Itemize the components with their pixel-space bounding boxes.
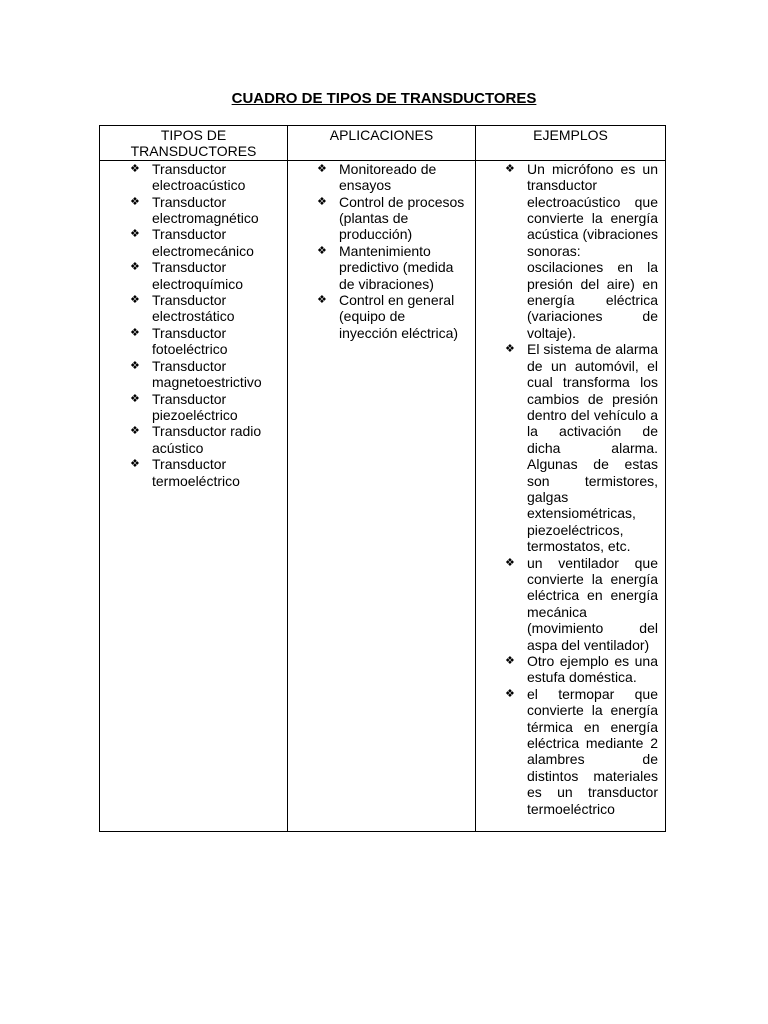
list-item (100, 292, 287, 325)
ejemplos-cell (476, 160, 666, 831)
list-item (476, 653, 665, 686)
table-body-row (100, 160, 666, 831)
diamond-bullet-icon: ❖ (505, 162, 515, 175)
list-item (100, 161, 287, 194)
aplicaciones-list (288, 161, 475, 341)
list-item (288, 161, 475, 194)
list-item-text: Transductor electromagnético (152, 193, 259, 227)
list-item-text: Otro ejemplo es una estufa doméstica. (527, 653, 658, 686)
tipos-cell (100, 160, 288, 831)
list-item-text: Transductor electroacústico (152, 160, 246, 194)
diamond-bullet-icon: ❖ (505, 343, 515, 356)
diamond-bullet-icon: ❖ (130, 195, 140, 208)
list-item-text: Transductor piezoeléctrico (152, 390, 238, 423)
diamond-bullet-icon: ❖ (505, 556, 515, 569)
header-aplicaciones: APLICACIONES (288, 126, 476, 161)
diamond-bullet-icon: ❖ (130, 228, 140, 241)
list-item (476, 341, 665, 554)
ejemplos-list (476, 161, 665, 817)
diamond-bullet-icon: ❖ (505, 687, 515, 700)
list-item (100, 325, 287, 358)
diamond-bullet-icon: ❖ (130, 326, 140, 339)
list-item-text: Control en general (equipo de inyección eléctrica) (339, 292, 459, 341)
list-item-text: Transductor magnetoestrictivo (152, 357, 262, 391)
list-item-text: El sistema de alarma de un automóvil, el cual transforma los cambios de presión dentro del vehículo a la activación de dicha alarma. Algunas de estas son termistores, galgas extensiométricas, piezoeléctricos, termostatos, etc. (527, 341, 658, 555)
list-item (100, 194, 287, 227)
list-item (288, 194, 475, 243)
diamond-bullet-icon: ❖ (505, 655, 515, 667)
diamond-bullet-icon: ❖ (130, 359, 140, 372)
list-item (100, 259, 287, 292)
diamond-bullet-icon: ❖ (317, 195, 327, 208)
header-tipos: TIPOS DE TRANSDUCTORES (100, 126, 288, 161)
list-item-text: Transductor radio acústico (152, 423, 262, 456)
table-header-row (100, 126, 666, 161)
diamond-bullet-icon: ❖ (317, 244, 327, 257)
list-item-text: un ventilador que convierte la energía eléctrica en energía mecánica (movimiento del aspa del ventilador) (527, 554, 658, 653)
list-item (100, 391, 287, 424)
list-item-text: Transductor electromecánico (152, 226, 254, 259)
diamond-bullet-icon: ❖ (130, 458, 140, 471)
list-item (476, 555, 665, 653)
diamond-bullet-icon: ❖ (130, 294, 140, 307)
diamond-bullet-icon: ❖ (130, 425, 140, 438)
list-item-text: Un micrófono es un transductor electroacústico que convierte la energía acústica (vibraciones sonoras: oscilaciones en la presión del aire) en energía eléctrica (variaciones de voltaje). (527, 160, 658, 341)
list-item (476, 161, 665, 341)
aplicaciones-cell (288, 160, 476, 831)
list-item-text: Transductor electrostático (152, 292, 235, 325)
diamond-bullet-icon: ❖ (130, 392, 140, 405)
list-item-text: Monitoreado de ensayos (339, 160, 437, 194)
diamond-bullet-icon: ❖ (130, 162, 140, 175)
list-item-text: Mantenimiento predictivo (medida de vibraciones) (339, 242, 454, 292)
list-item (100, 456, 287, 489)
diamond-bullet-icon: ❖ (317, 162, 327, 175)
tipos-list (100, 161, 287, 489)
list-item (100, 358, 287, 391)
transducer-table (99, 125, 666, 832)
list-item-text: Transductor electroquímico (152, 259, 244, 292)
list-item-text: Transductor termoeléctrico (152, 456, 240, 489)
document-title: CUADRO DE TIPOS DE TRANSDUCTORES (231, 90, 537, 107)
diamond-bullet-icon: ❖ (130, 261, 140, 274)
list-item (476, 686, 665, 817)
list-item-text: Control de procesos (plantas de producción) (339, 193, 465, 243)
diamond-bullet-icon: ❖ (317, 294, 327, 307)
list-item (100, 226, 287, 259)
list-item (100, 423, 287, 456)
list-item (288, 243, 475, 292)
list-item-text: Transductor fotoeléctrico (152, 324, 228, 358)
header-ejemplos: EJEMPLOS (476, 126, 666, 161)
list-item-text: el termopar que convierte la energía térmica en energía eléctrica mediante 2 alambres de distintos materiales es un transductor termoeléctrico (527, 685, 658, 817)
list-item (288, 292, 475, 341)
